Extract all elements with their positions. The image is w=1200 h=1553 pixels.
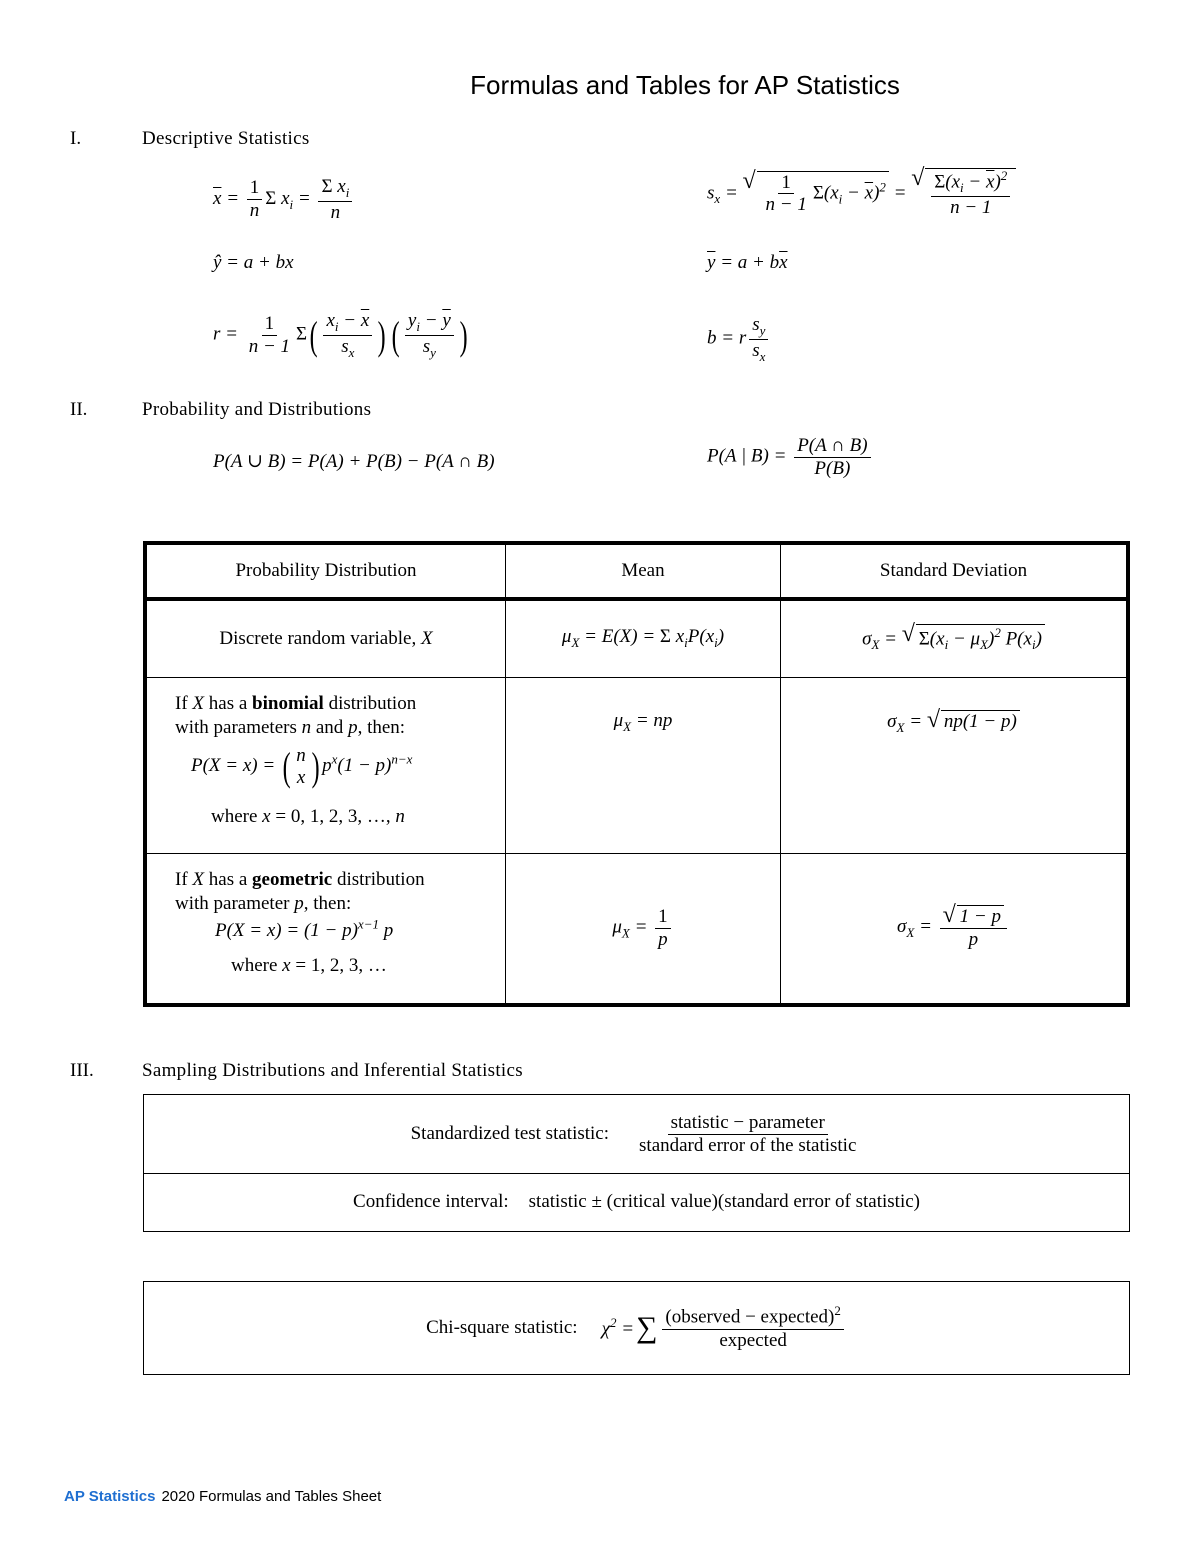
geometric-pmf: $P(X = x) = (1 - p)^{x-1}$ p bbox=[215, 916, 394, 942]
section-title-1: Descriptive Statistics bbox=[142, 128, 310, 149]
geometric-keyword: geometric bbox=[252, 868, 333, 890]
formula-correlation: r = $\frac{1}{n - 1}$ Σ( $\frac{x_i - \overline{x}}{s_x}$ ) ( $\frac{y_i - \overline{y}}{s_y}$ ) bbox=[213, 310, 468, 360]
section-title-2: Probability and Distributions bbox=[142, 399, 372, 420]
standardized-statistic-row bbox=[144, 1095, 1129, 1174]
ci-label: Confidence interval: bbox=[353, 1191, 509, 1212]
header-distribution: Probability Distribution bbox=[145, 543, 506, 599]
formula-regression-line: ŷ = a + bx bbox=[213, 252, 294, 273]
table-row bbox=[145, 853, 1128, 1005]
discrete-label-cell: Discrete random variable, X bbox=[145, 599, 506, 677]
confidence-interval-row bbox=[144, 1174, 1129, 1230]
binomial-std-dev: $\sigma_X$ = √ np(1 − p) bbox=[781, 677, 1129, 853]
standardized-label: Standardized test statistic: bbox=[410, 1123, 610, 1144]
geometric-mean: $\mu_X$ = $\frac{1}{p}$ bbox=[506, 853, 781, 1005]
discrete-mean: $\mu_X = E(X) = \Sigma$ $x_iP(x_i)$ bbox=[506, 599, 781, 677]
distribution-table bbox=[143, 541, 1130, 1007]
header-mean: Mean bbox=[506, 543, 781, 599]
chi-square-box bbox=[143, 1281, 1130, 1375]
binomial-cell: If X has a binomial distribution with parameters n and p, then: P(X = x) = ( n x ) $p^x(1 - p)^{n-x}$ where x = 0, 1, 2, 3, …, n bbox=[145, 677, 506, 853]
ci-value: statistic ± (critical value)(standard error of statistic) bbox=[528, 1191, 920, 1212]
chi-square-numerator: (observed − expected) bbox=[665, 1306, 835, 1328]
formula-slope: b = r $\frac{s_y}{s_x}$ bbox=[707, 314, 771, 364]
discrete-std-dev: $\sigma_X$ = √ $\Sigma(x_i - \mu_X)^2$ $P(x_i)$ bbox=[781, 599, 1129, 677]
section-number-1: I. bbox=[70, 128, 82, 149]
inference-box bbox=[143, 1094, 1130, 1232]
footer-brand: AP Statistics bbox=[64, 1488, 156, 1505]
standardized-numerator: statistic − parameter bbox=[668, 1112, 828, 1135]
chi-square-row: Chi-square statistic: $\chi^2$ = ∑ $\frac{(observed - expected)^2}{\text{expected}}$ bbox=[144, 1282, 1129, 1374]
formula-union: P(A ∪ B) = P(A) + P(B) − P(A ∩ B) bbox=[213, 451, 495, 472]
geometric-cell: If X has a geometric distribution with parameter p, then: $P(X = x) = (1 - p)^{x-1}$ p where x = 1, 2, 3, … bbox=[145, 853, 506, 1005]
section-title-3: Sampling Distributions and Inferential Statistics bbox=[142, 1060, 523, 1081]
chi-square-denominator: expected bbox=[719, 1329, 787, 1351]
formula-conditional: P(A | B) = $\frac{P(A \cap B)}{P(B)}$ bbox=[707, 435, 874, 480]
section-number-2: II. bbox=[70, 399, 88, 420]
table-row bbox=[145, 599, 1128, 677]
geometric-std-dev: $\sigma_X$ = √ $\frac{1 - p}{p}$ bbox=[781, 853, 1129, 1005]
binomial-keyword: binomial bbox=[252, 692, 324, 714]
section-number-3: III. bbox=[70, 1060, 94, 1081]
binomial-pmf: P(X = x) = ( n x ) $p^x(1 - p)^{n-x}$ bbox=[191, 743, 413, 789]
standardized-denominator: standard error of the statistic bbox=[639, 1134, 857, 1156]
header-std-dev: Standard Deviation bbox=[781, 543, 1129, 599]
formula-mean: $\overline{x}$ = $\frac{1}{n}$ Σ $x_i$ = $\frac{\Sigma x_i}{n}$ bbox=[213, 176, 355, 224]
chi-square-label: Chi-square statistic: bbox=[426, 1317, 578, 1338]
formula-std-dev: $s_x$ = √ $\frac{1}{n - 1}$ $\Sigma(x_i - \overline{x})^2$ = √ $\frac{\Sigma(x_i - \overline{x})^2}{n - 1}$ bbox=[707, 168, 1016, 219]
binomial-mean: $\mu_X$ = np bbox=[506, 677, 781, 853]
page-title: Formulas and Tables for AP Statistics bbox=[470, 70, 900, 100]
discrete-label: Discrete random variable, bbox=[219, 627, 417, 649]
table-header-row bbox=[145, 543, 1128, 599]
footer bbox=[64, 1488, 381, 1505]
formula-regression-means: $\overline{y} = a + b\overline{x}$ bbox=[707, 252, 788, 273]
footer-text: 2020 Formulas and Tables Sheet bbox=[161, 1488, 382, 1505]
table-row bbox=[145, 677, 1128, 853]
